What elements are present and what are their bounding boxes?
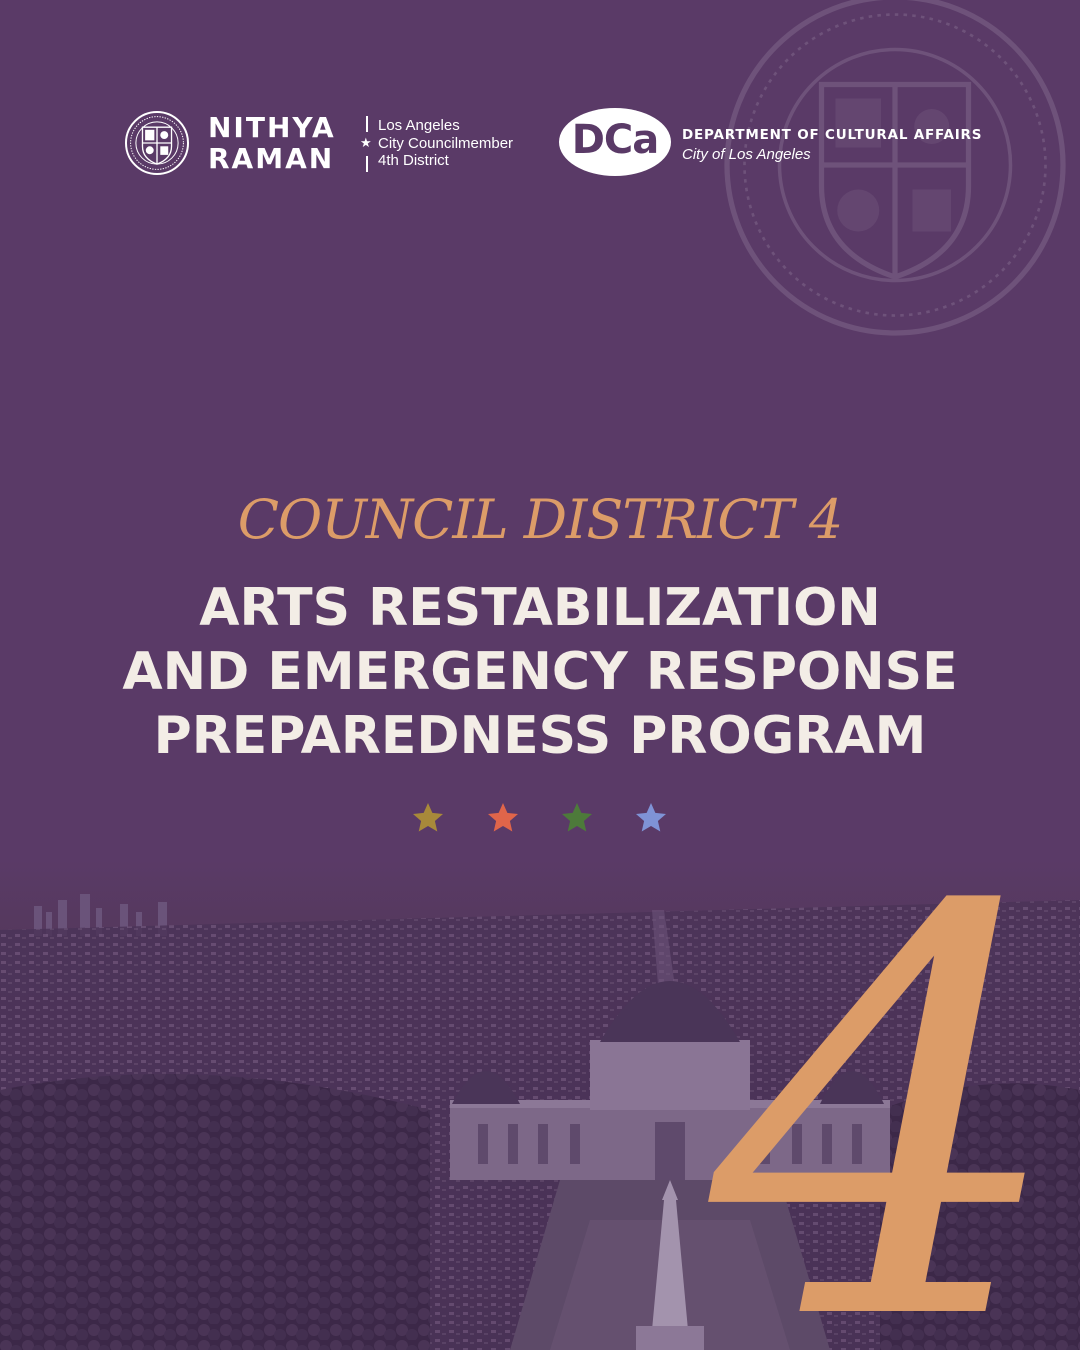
first-name: NITHYA — [208, 111, 336, 144]
councilmember-title — [378, 117, 513, 170]
title-line-city: Los Angeles — [378, 117, 460, 134]
logo-header — [0, 0, 1080, 200]
department-name: DEPARTMENT OF CULTURAL AFFAIRS — [682, 127, 983, 143]
title-line-role: City Councilmember — [378, 134, 514, 152]
last-name: RAMAN — [208, 142, 335, 175]
big-district-number: 4 — [709, 792, 1066, 1350]
dca-logo-text: DCa — [571, 117, 659, 163]
orange-star-icon — [485, 800, 521, 836]
gold-star-icon — [410, 800, 446, 836]
program-title — [0, 576, 1080, 768]
councilmember-name — [208, 112, 336, 174]
district-title: COUNCIL DISTRICT 4 — [237, 488, 843, 551]
city-seal-icon — [124, 110, 190, 176]
title-line-district: 4th District — [378, 152, 449, 169]
program-title-line-3: PREPAREDNESS PROGRAM — [153, 706, 927, 766]
program-title-line-2: AND EMERGENCY RESPONSE — [122, 642, 958, 702]
blue-star-icon — [633, 800, 669, 836]
name-divider — [360, 116, 374, 174]
green-star-icon — [559, 800, 595, 836]
dca-logo — [559, 108, 671, 176]
department-label — [682, 127, 982, 163]
department-city: City of Los Angeles — [682, 146, 811, 163]
divider-star-icon: ★ — [360, 135, 372, 150]
program-title-line-1: ARTS RESTABILIZATION — [199, 578, 881, 638]
decorative-stars — [410, 800, 670, 836]
